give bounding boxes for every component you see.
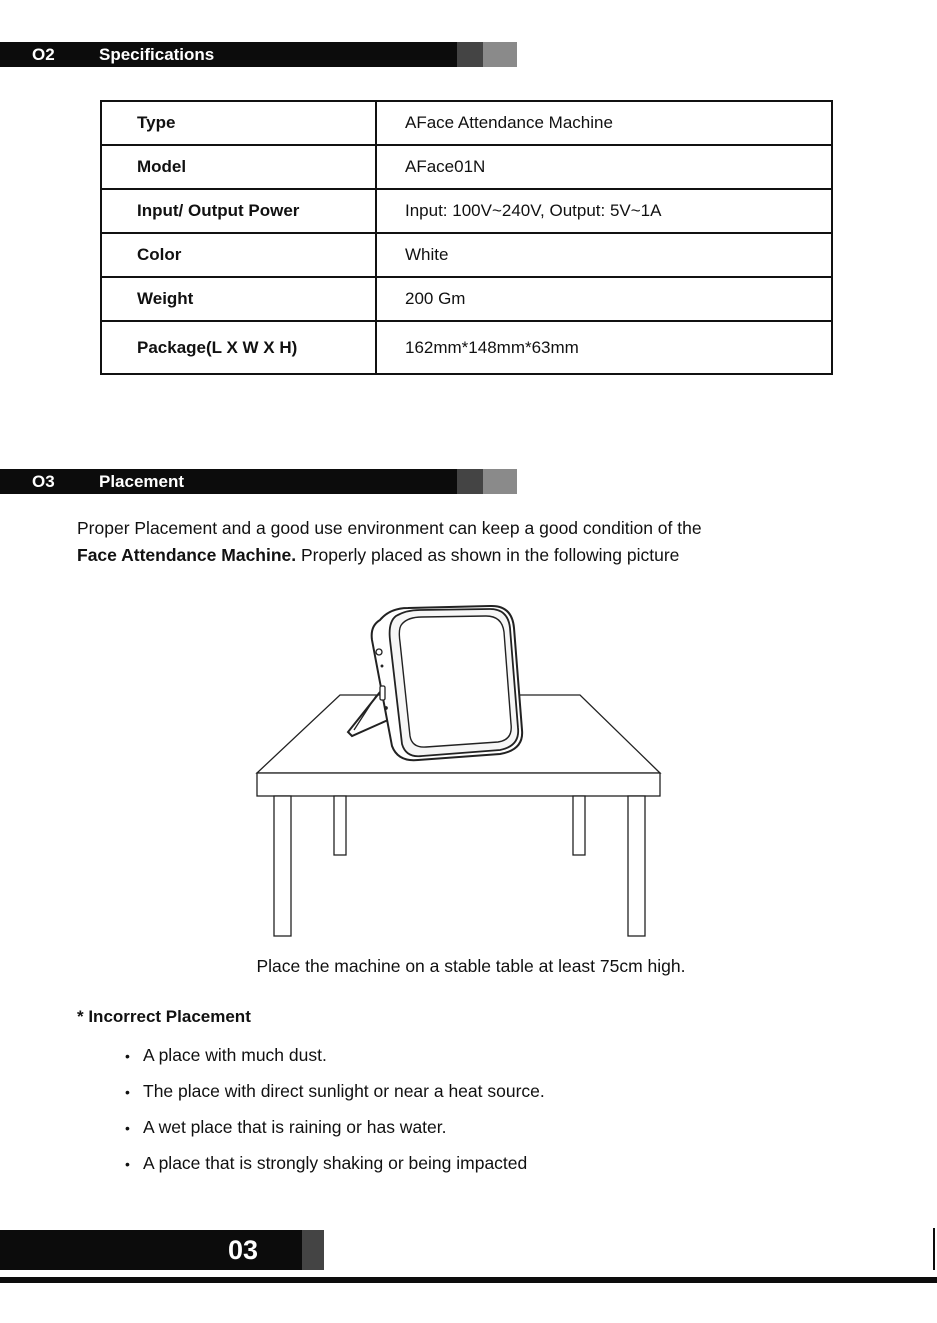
intro-bold-text: Face Attendance Machine. xyxy=(77,545,297,565)
list-item: • A place that is strongly shaking or being impacted xyxy=(125,1153,545,1189)
spec-value: 200 Gm xyxy=(376,277,832,321)
spec-key: Type xyxy=(101,101,376,145)
spec-key: Weight xyxy=(101,277,376,321)
footer-edge-mark xyxy=(933,1228,935,1270)
table-row xyxy=(101,321,832,374)
list-item: • A wet place that is raining or has water. xyxy=(125,1117,545,1153)
intro-text: Proper Placement and a good use environment can keep a good condition of the xyxy=(77,518,702,538)
table-row xyxy=(101,233,832,277)
incorrect-placement-heading: * Incorrect Placement xyxy=(77,1007,251,1026)
placement-intro xyxy=(77,515,857,569)
footer-page-bar xyxy=(0,1230,302,1270)
spec-value: 162mm*148mm*63mm xyxy=(376,321,832,374)
spec-key: Color xyxy=(101,233,376,277)
intro-text-continued: Properly placed as shown in the following picture xyxy=(296,545,680,565)
section-title: Specifications xyxy=(99,45,215,64)
section-number: O3 xyxy=(32,472,55,491)
section-title: Placement xyxy=(99,472,185,491)
spec-value: AFace Attendance Machine xyxy=(376,101,832,145)
page-number: 03 xyxy=(228,1235,259,1265)
spec-value: AFace01N xyxy=(376,145,832,189)
list-item: • The place with direct sunlight or near a heat source. xyxy=(125,1081,545,1117)
header-accent-grey xyxy=(483,469,517,494)
header-accent-dark xyxy=(457,42,483,67)
specifications-table xyxy=(100,100,833,375)
table-row xyxy=(101,277,832,321)
table-row xyxy=(101,145,832,189)
incorrect-placement-list xyxy=(125,1045,545,1189)
spec-key: Model xyxy=(101,145,376,189)
illustration-caption: Place the machine on a stable table at least 75cm high. xyxy=(256,956,686,976)
footer-accent xyxy=(302,1230,324,1270)
list-item: • A place with much dust. xyxy=(125,1045,545,1081)
table-row xyxy=(101,189,832,233)
table-row xyxy=(101,101,832,145)
section-header-specifications xyxy=(0,42,517,67)
spec-value: Input: 100V~240V, Output: 5V~1A xyxy=(376,189,832,233)
spec-key: Input/ Output Power xyxy=(101,189,376,233)
header-accent-dark xyxy=(457,469,483,494)
header-accent-grey xyxy=(483,42,517,67)
spec-key: Package(L X W X H) xyxy=(101,321,376,374)
section-number: O2 xyxy=(32,45,55,64)
section-header-placement xyxy=(0,469,517,494)
footer-rule xyxy=(0,1277,937,1283)
machine-on-table-illustration xyxy=(250,600,670,945)
spec-value: White xyxy=(376,233,832,277)
